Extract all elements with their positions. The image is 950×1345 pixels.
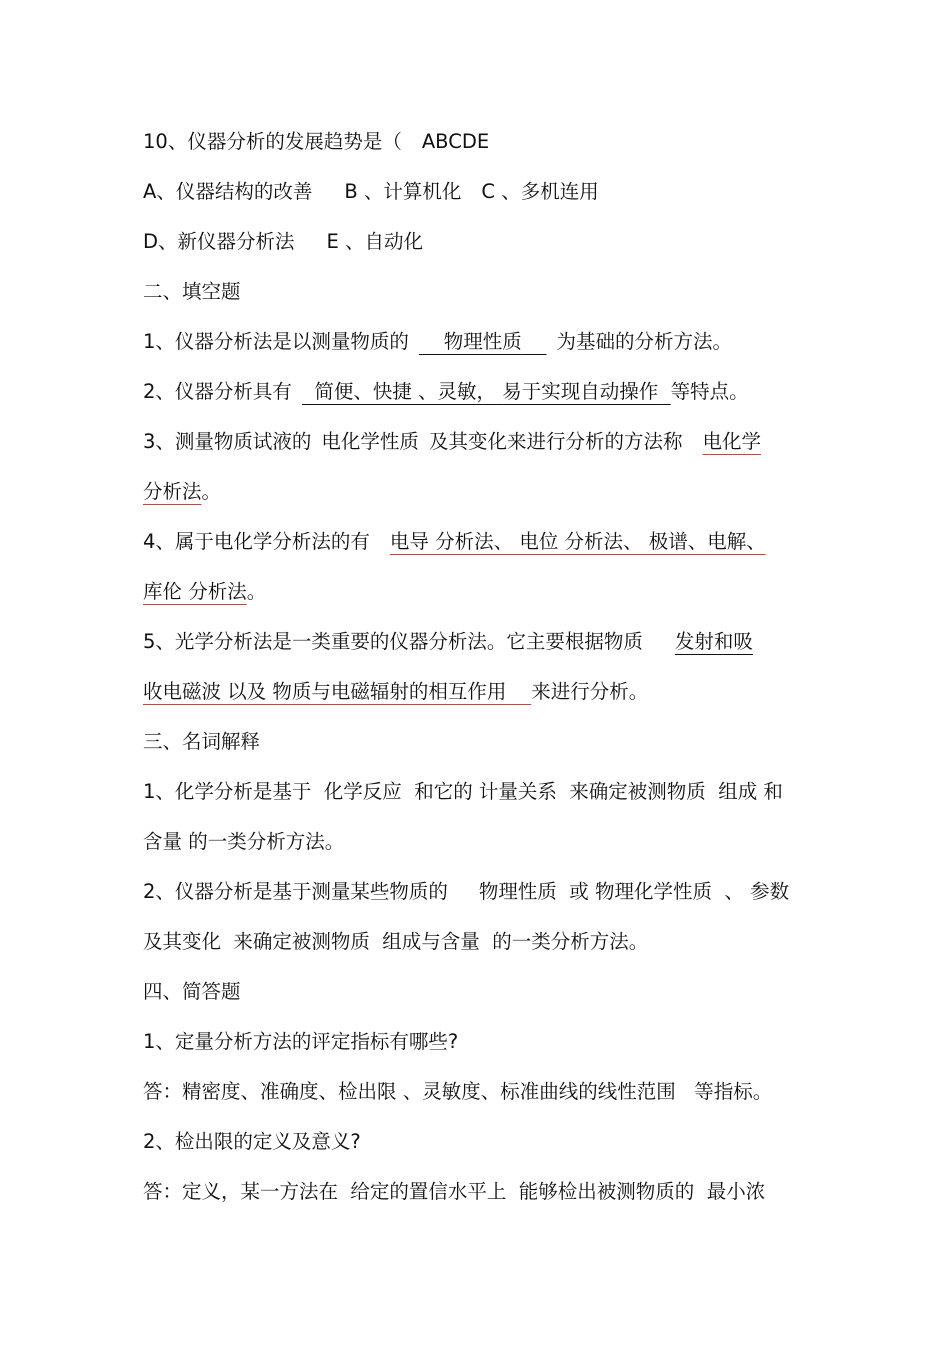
q10-options-line-1 xyxy=(143,179,823,205)
term-q2-line-1: 2、仪器分析是基于测量某些物质的 物理性质 或 物理化学性质 、 参数 xyxy=(143,880,790,903)
fill-q4-prefix: 4、属于电化学分析法的有 xyxy=(143,530,370,553)
q10-answer: ABCDE xyxy=(421,130,490,153)
fill-q5-line-2 xyxy=(143,679,823,705)
fill-q2-prefix: 2、仪器分析具有 xyxy=(143,380,292,403)
fill-q2-suffix: 等特点。 xyxy=(670,380,749,403)
fill-q2-blank: 简便、快捷 、灵敏， 易于实现自动操作 xyxy=(314,380,659,403)
short-q1: 1、定量分析方法的评定指标有哪些? xyxy=(143,1030,459,1053)
fill-q1 xyxy=(143,329,823,355)
term-q1-line-2: 含量 的一类分析方法。 xyxy=(143,830,345,853)
fill-q4-line-1 xyxy=(143,529,823,555)
fill-q5-line-1 xyxy=(143,629,823,655)
short-a2: 答：定义，某一方法在 给定的置信水平上 能够检出被测物质的 最小浓 xyxy=(143,1180,766,1203)
fill-q5-prefix: 5、光学分析法是一类重要的仪器分析法。它主要根据物质 xyxy=(143,630,643,653)
term-q1-line-1: 1、化学分析是基于 化学反应 和它的 计量关系 来确定被测物质 组成 和 xyxy=(143,780,783,803)
fill-q1-suffix: 为基础的分析方法。 xyxy=(556,330,733,353)
q10-option-d: D、新仪器分析法 xyxy=(143,230,295,253)
q10-stem: 10、仪器分析的发展趋势是（ xyxy=(143,130,402,153)
fill-q5-blank-a: 发射和吸 xyxy=(674,630,753,653)
short-q2: 2、检出限的定义及意义? xyxy=(143,1130,361,1153)
q10-option-c: C 、多机连用 xyxy=(481,180,599,203)
short-a1: 答：精密度、准确度、检出限 、灵敏度、标准曲线的线性范围 等指标。 xyxy=(143,1080,773,1103)
fill-q3-prefix: 3、测量物质试液的 xyxy=(143,430,312,453)
fill-q5-blank-b: 收电磁波 以及 物质与电磁辐射的相互作用 xyxy=(143,680,507,703)
fill-q4-blank-b: 库伦 分析法 xyxy=(143,580,247,603)
q10-stem-line xyxy=(143,129,823,155)
fill-q3-line-1 xyxy=(143,429,823,455)
fill-q3-blank-b: 分析法 xyxy=(143,480,202,503)
fill-q4-line-2 xyxy=(143,579,823,605)
fill-q4-end: 。 xyxy=(246,580,267,603)
fill-q4-blank-a: 电导 分析法、 电位 分析法、 极谱、电解、 xyxy=(389,530,766,553)
fill-q2 xyxy=(143,379,823,405)
section4-heading: 四、简答题 xyxy=(143,980,241,1003)
term-q2-line-2: 及其变化 来确定被测物质 组成与含量 的一类分析方法。 xyxy=(143,930,649,953)
fill-q3-mid1: 电化学性质 xyxy=(321,430,419,453)
q10-option-b: B 、计算机化 xyxy=(344,180,462,203)
fill-q3-blank-a: 电化学 xyxy=(702,430,761,453)
fill-q3-mid2: 及其变化来进行分析的方法称 xyxy=(428,430,683,453)
fill-q1-blank: 物理性质 xyxy=(443,330,522,353)
fill-q5-suffix: 来进行分析。 xyxy=(531,680,649,703)
q10-options-line-2 xyxy=(143,229,823,255)
q10-option-e: E 、自动化 xyxy=(326,230,424,253)
q10-option-a: A、仪器结构的改善 xyxy=(143,180,313,203)
fill-q3-line-2 xyxy=(143,479,823,505)
fill-q3-end: 。 xyxy=(201,480,222,503)
fill-q1-prefix: 1、仪器分析法是以测量物质的 xyxy=(143,330,409,353)
section2-heading: 二、填空题 xyxy=(143,280,241,303)
section3-heading: 三、名词解释 xyxy=(143,730,261,753)
